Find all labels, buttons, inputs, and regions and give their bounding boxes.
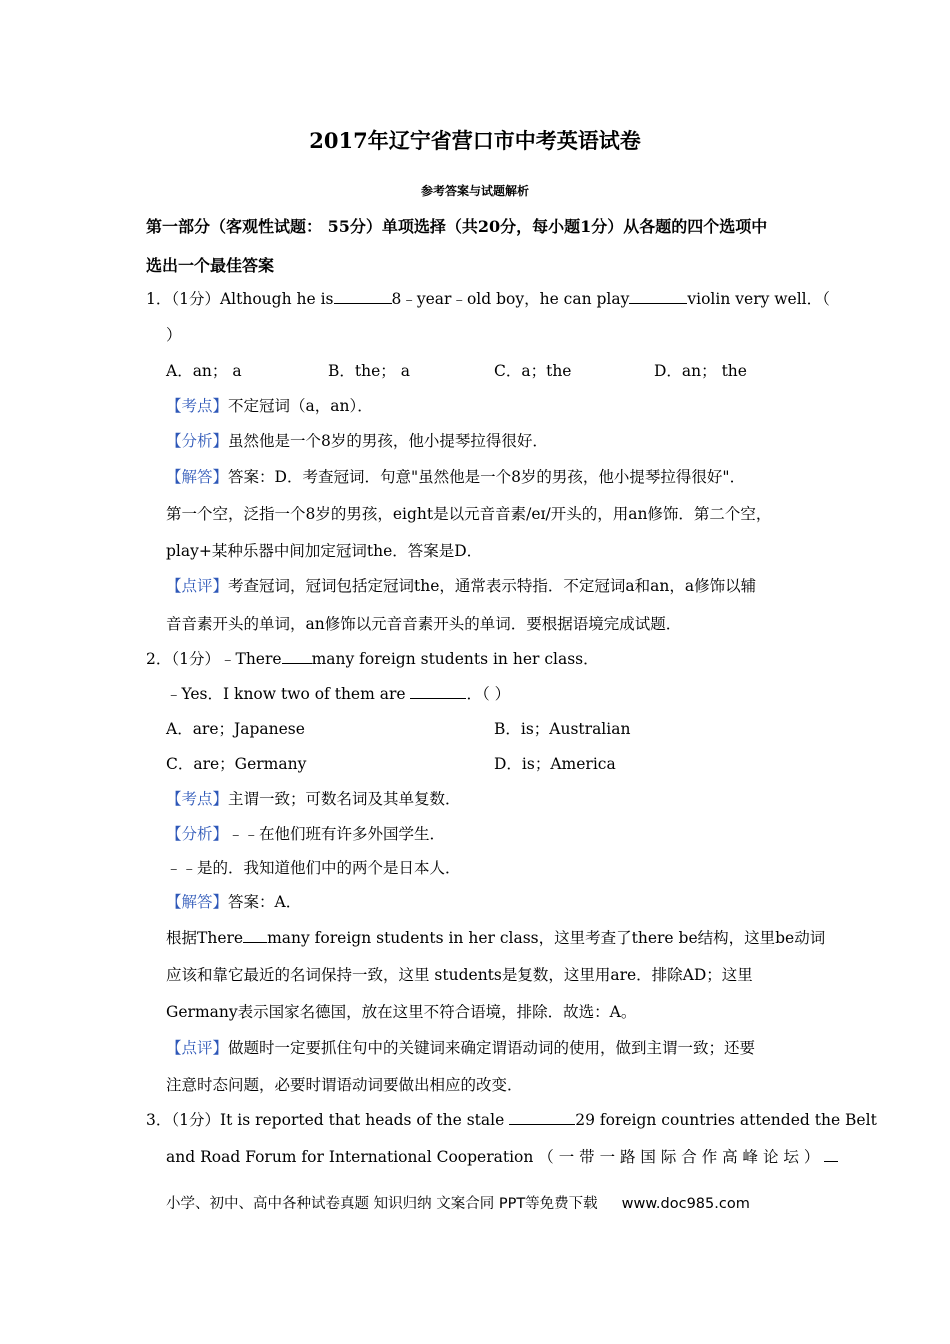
kaodian-tag: 【考点】 [166,397,229,415]
dianping-tag: 【点评】 [166,1039,229,1057]
q2-jieda-line2: 应该和靠它最近的名词保持一致，这里 students是复数，这里用are．排除AD；这里 [166,966,753,984]
q1-dianping-line2: 音音素开头的单词，an修饰以元音音素开头的单词．要根据语境完成试题． [166,615,682,633]
q1-jieda-line1: 【解答】答案：D．考查冠词．句意"虽然他是一个8岁的男孩，他小提琴拉得很好"． [166,468,746,486]
question-1-stem: 1．（1分）Although he is 8﹣year﹣old boy，he can play violin very well．（ [146,290,830,308]
fenxi-tag: 【分析】 [166,825,229,843]
question-2-stem-line2: ﹣Yes．I know two of them are ．（ ） [166,685,511,703]
question-3-stem: 3．（1分）It is reported that heads of the stale 29 foreign countries attended the Belt [146,1111,877,1129]
option-c: C．are；Germany [166,755,307,773]
answer-blank [509,1110,575,1125]
jieda-tag: 【解答】 [166,468,229,486]
answer-blank [282,649,312,664]
option-b: B．the； a [328,362,410,380]
page-subtitle: 参考答案与试题解析 [420,184,529,198]
page-footer [166,1192,750,1213]
option-c: C．a；the [494,362,572,380]
option-b: B．is；Australian [494,720,631,738]
answer-blank [410,684,466,699]
option-d: D．an； the [654,362,747,380]
q2-jieda-line3: Germany表示国家名德国，放在这里不符合语境，排除．故选：A。 [166,1003,637,1021]
footer-site-link[interactable]: www.doc985.com [621,1196,750,1212]
q1-dianping-line1: 【点评】考查冠词，冠词包括定冠词the，通常表示特指．不定冠词a和an，a修饰以辅 [166,577,757,595]
dianping-tag: 【点评】 [166,577,229,595]
option-a: A．are；Japanese [166,720,305,738]
q1-kaodian: 【考点】不定冠词（a，an）． [166,397,373,415]
answer-blank [629,289,687,304]
q2-fenxi-line2: ﹣﹣是的．我知道他们中的两个是日本人． [166,859,461,877]
q2-kaodian: 【考点】主谓一致；可数名词及其单复数． [166,790,461,808]
jieda-tag: 【解答】 [166,893,229,911]
question-2-stem: 2．（1分）﹣There many foreign students in her class． [146,650,599,668]
question-number: 2． [146,650,172,668]
q2-jieda: 【解答】答案：A． [166,893,302,911]
section-heading-line2: 选出一个最佳答案 [146,256,275,275]
question-number: 1． [146,290,172,308]
q2-dianping-line1: 【点评】做题时一定要抓住句中的关键词来确定谓语动词的使用，做到主谓一致；还要 [166,1039,756,1057]
option-d: D．is；America [494,755,616,773]
q2-dianping-line2: 注意时态问题，必要时谓语动词要做出相应的改变． [166,1076,523,1094]
question-1-stem-end: ） [166,326,182,344]
section-heading-line1: 第一部分（客观性试题： 55分）单项选择（共20分，每小题1分）从各题的四个选项中 [146,217,768,236]
question-number: 3． [146,1111,172,1129]
question-3-stem-line2: and Road Forum for International Cooperation （ 一 带 一 路 国 际 合 作 高 峰 论 坛 ） [166,1145,838,1167]
page-title: 2017年辽宁省营口市中考英语试卷 [309,128,641,153]
fenxi-tag: 【分析】 [166,432,229,450]
q1-jieda-line3: play+某种乐器中间加定冠词the．答案是D． [166,542,483,560]
q2-fenxi: 【分析】﹣﹣在他们班有许多外国学生． [166,825,446,843]
kaodian-tag: 【考点】 [166,790,229,808]
answer-blank [824,1147,838,1162]
answer-blank [334,289,392,304]
option-a: A．an； a [166,362,242,380]
footer-text: 小学、初中、高中各种试卷真题 知识归纳 文案合同 PPT等免费下载 [166,1196,598,1212]
q1-fenxi: 【分析】虽然他是一个8岁的男孩，他小提琴拉得很好． [166,432,548,450]
q1-jieda-line2: 第一个空，泛指一个8岁的男孩，eight是以元音音素/eɪ/开头的，用an修饰．第二个空， [166,505,772,523]
q2-jieda-line1: 根据There many foreign students in her class，这里考查了there be结构，这里be动词 [166,929,826,947]
answer-blank [243,928,267,943]
